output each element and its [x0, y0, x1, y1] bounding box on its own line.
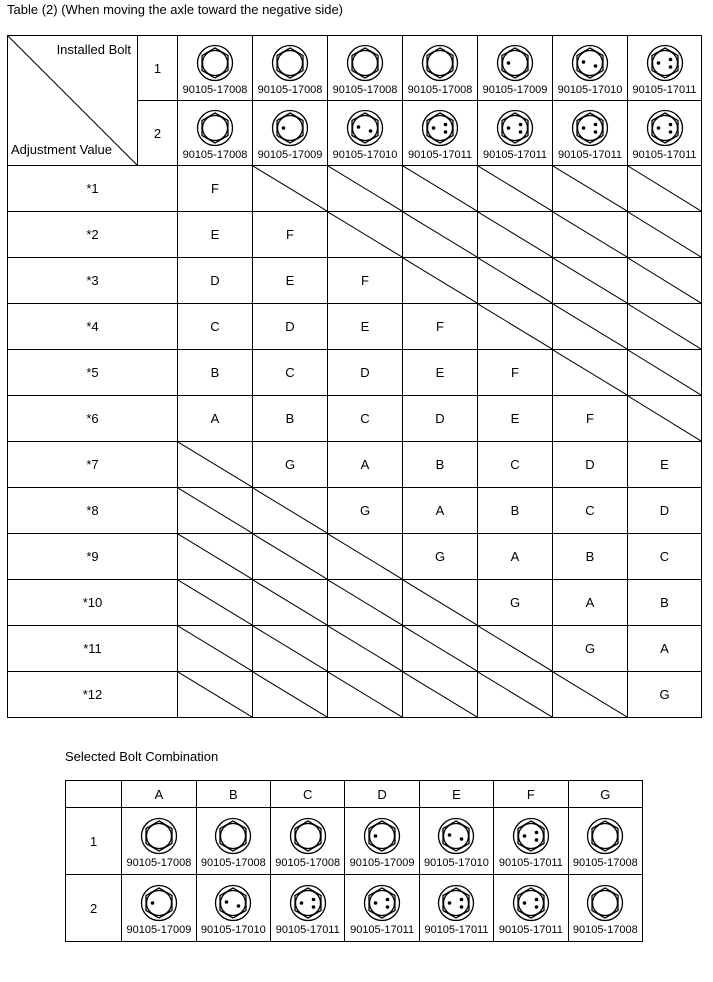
combination-code: D — [328, 350, 403, 396]
combination-code: C — [178, 304, 253, 350]
combination-code: G — [253, 442, 328, 488]
adjustment-row — [8, 350, 702, 396]
bolt-icon — [512, 817, 550, 855]
combination-code: F — [328, 258, 403, 304]
combination-code: B — [628, 580, 702, 626]
adjustment-value: *12 — [8, 672, 178, 718]
bolt-icon — [140, 817, 178, 855]
combination-title: Selected Bolt Combination — [65, 749, 219, 764]
bolt-icon — [214, 884, 252, 922]
part-number: 90105-17008 — [126, 856, 192, 869]
bolt-cell — [568, 875, 642, 942]
bolt-icon — [196, 109, 234, 147]
not-applicable-cell — [328, 580, 403, 626]
part-number: 90105-17008 — [275, 856, 341, 869]
not-applicable-cell — [628, 396, 702, 442]
part-number: 90105-17011 — [498, 923, 563, 936]
installed-row-label: 2 — [138, 101, 178, 166]
bolt-icon — [289, 884, 327, 922]
combination-column-header: G — [568, 781, 642, 808]
bolt-icon — [196, 44, 234, 82]
not-applicable-cell — [178, 534, 253, 580]
bolt-cell — [553, 36, 628, 101]
bolt-icon — [571, 44, 609, 82]
combination-row-label: 1 — [66, 808, 122, 875]
bolt-cell — [196, 875, 270, 942]
adjustment-row — [8, 304, 702, 350]
combination-column-header: E — [419, 781, 493, 808]
combination-code: C — [553, 488, 628, 534]
adjustment-value: *5 — [8, 350, 178, 396]
diagonal-line — [403, 626, 477, 671]
not-applicable-cell — [403, 672, 478, 718]
not-applicable-cell — [328, 212, 403, 258]
part-number: 90105-17008 — [332, 83, 398, 96]
bolt-icon — [496, 109, 534, 147]
bolt-icon — [571, 109, 609, 147]
bolt-icon — [346, 109, 384, 147]
diagonal-line — [403, 258, 477, 303]
not-applicable-cell — [553, 350, 628, 396]
diagonal-line — [628, 212, 701, 257]
combination-code: E — [328, 304, 403, 350]
not-applicable-cell — [478, 626, 553, 672]
not-applicable-cell — [628, 258, 702, 304]
combination-code: B — [553, 534, 628, 580]
diagonal-line — [178, 626, 252, 671]
adjustment-value: *10 — [8, 580, 178, 626]
bolt-cell — [494, 808, 568, 875]
combination-row — [66, 875, 643, 942]
bolt-icon — [271, 44, 309, 82]
not-applicable-cell — [253, 488, 328, 534]
diagonal-line — [553, 166, 627, 211]
bolt-cell — [419, 808, 493, 875]
diagonal-line — [178, 488, 252, 533]
bolt-cell — [478, 36, 553, 101]
not-applicable-cell — [253, 672, 328, 718]
bolt-icon — [346, 44, 384, 82]
combination-column-header: D — [345, 781, 419, 808]
combination-code: E — [253, 258, 328, 304]
not-applicable-cell — [553, 212, 628, 258]
combination-code: D — [628, 488, 702, 534]
combination-code: B — [178, 350, 253, 396]
part-number: 90105-17009 — [349, 856, 415, 869]
diagonal-line — [253, 626, 327, 671]
table-title: Table (2) (When moving the axle toward the negative side) — [7, 2, 344, 17]
combination-code: A — [628, 626, 702, 672]
diagonal-line — [478, 304, 552, 349]
combination-code: D — [178, 258, 253, 304]
combination-code: E — [628, 442, 702, 488]
diagonal-line — [478, 212, 552, 257]
part-number: 90105-17011 — [632, 83, 697, 96]
part-number: 90105-17008 — [200, 856, 266, 869]
not-applicable-cell — [628, 304, 702, 350]
part-number: 90105-17011 — [350, 923, 415, 936]
not-applicable-cell — [328, 534, 403, 580]
bolt-icon — [421, 109, 459, 147]
diagonal-line — [178, 442, 252, 487]
not-applicable-cell — [553, 672, 628, 718]
bolt-icon — [646, 44, 684, 82]
part-number: 90105-17011 — [407, 148, 473, 161]
not-applicable-cell — [403, 580, 478, 626]
part-number: 90105-17011 — [424, 923, 489, 936]
adjustment-row — [8, 166, 702, 212]
not-applicable-cell — [553, 166, 628, 212]
bolt-icon — [437, 817, 475, 855]
part-number: 90105-17009 — [482, 83, 548, 96]
combination-code: G — [328, 488, 403, 534]
bolt-cell — [494, 875, 568, 942]
combination-code: D — [403, 396, 478, 442]
bolt-cell — [253, 101, 328, 166]
not-applicable-cell — [553, 258, 628, 304]
bolt-icon — [271, 109, 309, 147]
diagonal-line — [478, 626, 552, 671]
not-applicable-cell — [328, 166, 403, 212]
adjustment-value: *1 — [8, 166, 178, 212]
diagonal-line — [553, 350, 627, 395]
diagonal-line — [628, 350, 701, 395]
bolt-cell — [178, 101, 253, 166]
diagonal-line — [328, 580, 402, 625]
combination-code: F — [253, 212, 328, 258]
part-number: 90105-17011 — [632, 148, 697, 161]
combination-code: C — [253, 350, 328, 396]
bolt-cell — [122, 808, 196, 875]
part-number: 90105-17011 — [275, 923, 340, 936]
not-applicable-cell — [478, 304, 553, 350]
adjustment-value: *4 — [8, 304, 178, 350]
combination-code: C — [628, 534, 702, 580]
adjustment-value: *9 — [8, 534, 178, 580]
combination-column-header: B — [196, 781, 270, 808]
diagonal-line — [403, 672, 477, 717]
combination-code: G — [478, 580, 553, 626]
not-applicable-cell — [328, 626, 403, 672]
installed-row-label: 1 — [138, 36, 178, 101]
diagonal-line — [628, 396, 701, 441]
not-applicable-cell — [253, 166, 328, 212]
combination-code: F — [403, 304, 478, 350]
adjustment-row — [8, 626, 702, 672]
diagonal-line — [553, 304, 627, 349]
diagonal-line — [478, 672, 552, 717]
combination-code: E — [178, 212, 253, 258]
bolt-combination-table — [65, 780, 643, 942]
part-number: 90105-17008 — [572, 856, 638, 869]
not-applicable-cell — [478, 258, 553, 304]
adjustment-row — [8, 488, 702, 534]
combination-code: B — [478, 488, 553, 534]
part-number: 90105-17008 — [182, 148, 248, 161]
diagonal-line — [553, 212, 627, 257]
bolt-icon — [512, 884, 550, 922]
part-number: 90105-17008 — [572, 923, 638, 936]
part-number: 90105-17011 — [498, 856, 563, 869]
combination-code: B — [403, 442, 478, 488]
not-applicable-cell — [178, 580, 253, 626]
not-applicable-cell — [478, 212, 553, 258]
not-applicable-cell — [178, 672, 253, 718]
diagonal-line — [553, 258, 627, 303]
combination-code: A — [553, 580, 628, 626]
bolt-icon — [289, 817, 327, 855]
bolt-cell — [403, 36, 478, 101]
bolt-cell — [568, 808, 642, 875]
bolt-icon — [586, 817, 624, 855]
combination-row — [66, 808, 643, 875]
bolt-icon — [437, 884, 475, 922]
adjustment-row — [8, 212, 702, 258]
diagonal-line — [328, 212, 402, 257]
combination-header-row — [66, 781, 643, 808]
combination-code: G — [403, 534, 478, 580]
diagonal-line — [328, 534, 402, 579]
combination-column-header: F — [494, 781, 568, 808]
diagonal-line — [178, 672, 252, 717]
adjustment-row — [8, 672, 702, 718]
bolt-cell — [328, 101, 403, 166]
not-applicable-cell — [178, 488, 253, 534]
adjustment-value: *6 — [8, 396, 178, 442]
bolt-cell — [345, 875, 419, 942]
part-number: 90105-17009 — [257, 148, 323, 161]
adjustment-row — [8, 534, 702, 580]
adjustment-value: *2 — [8, 212, 178, 258]
part-number: 90105-17008 — [182, 83, 248, 96]
blank-header-cell — [66, 781, 122, 808]
not-applicable-cell — [403, 212, 478, 258]
diagonal-line — [403, 212, 477, 257]
combination-code: D — [553, 442, 628, 488]
part-number: 90105-17008 — [407, 83, 473, 96]
part-number: 90105-17010 — [424, 856, 489, 869]
not-applicable-cell — [628, 212, 702, 258]
bolt-icon — [363, 884, 401, 922]
combination-code: B — [253, 396, 328, 442]
diagonal-line — [253, 580, 327, 625]
bolt-cell — [271, 808, 345, 875]
adjustment-value: *7 — [8, 442, 178, 488]
combination-code: A — [478, 534, 553, 580]
bolt-cell — [403, 101, 478, 166]
installed-row — [8, 36, 702, 101]
bolt-cell — [178, 36, 253, 101]
combination-column-header: C — [271, 781, 345, 808]
not-applicable-cell — [628, 350, 702, 396]
combination-code: C — [478, 442, 553, 488]
bolt-cell — [253, 36, 328, 101]
adjustment-value: *3 — [8, 258, 178, 304]
diagonal-line — [178, 580, 252, 625]
adjustment-value: *8 — [8, 488, 178, 534]
combination-code: C — [328, 396, 403, 442]
combination-code: F — [478, 350, 553, 396]
diagonal-line — [403, 580, 477, 625]
adjustment-row — [8, 442, 702, 488]
bolt-cell — [345, 808, 419, 875]
combination-code: D — [253, 304, 328, 350]
diagonal-line — [178, 534, 252, 579]
bolt-icon — [496, 44, 534, 82]
adjustment-row — [8, 396, 702, 442]
installed-bolt-label: Installed Bolt — [56, 42, 131, 57]
part-number: 90105-17010 — [557, 83, 623, 96]
not-applicable-cell — [328, 672, 403, 718]
bolt-cell — [271, 875, 345, 942]
combination-code: G — [628, 672, 702, 718]
combination-code: G — [553, 626, 628, 672]
bolt-icon — [421, 44, 459, 82]
diagonal-line — [253, 166, 327, 211]
diagonal-line — [478, 258, 552, 303]
bolt-icon — [586, 884, 624, 922]
not-applicable-cell — [178, 442, 253, 488]
adjustment-row — [8, 258, 702, 304]
diagonal-line — [628, 166, 701, 211]
combination-column-header: A — [122, 781, 196, 808]
not-applicable-cell — [403, 166, 478, 212]
diagonal-line — [253, 672, 327, 717]
bolt-cell — [122, 875, 196, 942]
bolt-icon — [140, 884, 178, 922]
diagonal-line — [403, 166, 477, 211]
bolt-cell — [628, 101, 702, 166]
combination-row-label: 2 — [66, 875, 122, 942]
combination-code: A — [178, 396, 253, 442]
diagonal-line — [253, 534, 327, 579]
bolt-icon — [214, 817, 252, 855]
adjustment-value: *11 — [8, 626, 178, 672]
combination-code: A — [328, 442, 403, 488]
part-number: 90105-17010 — [200, 923, 266, 936]
diagonal-line — [328, 626, 402, 671]
combination-code: A — [403, 488, 478, 534]
not-applicable-cell — [253, 580, 328, 626]
adjustment-table — [7, 35, 702, 718]
bolt-cell — [196, 808, 270, 875]
bolt-icon — [363, 817, 401, 855]
not-applicable-cell — [478, 672, 553, 718]
bolt-cell — [419, 875, 493, 942]
diagonal-line — [328, 672, 402, 717]
bolt-icon — [646, 109, 684, 147]
adjustment-value-label: Adjustment Value — [11, 142, 112, 157]
not-applicable-cell — [478, 166, 553, 212]
bolt-cell — [628, 36, 702, 101]
bolt-cell — [478, 101, 553, 166]
not-applicable-cell — [553, 304, 628, 350]
combination-code: E — [478, 396, 553, 442]
diagonal-line — [553, 672, 627, 717]
not-applicable-cell — [178, 626, 253, 672]
diagonal-line — [628, 258, 701, 303]
diagonal-line — [478, 166, 552, 211]
not-applicable-cell — [253, 626, 328, 672]
diagonal-line — [628, 304, 701, 349]
bolt-cell — [328, 36, 403, 101]
diagonal-line — [253, 488, 327, 533]
part-number: 90105-17008 — [257, 83, 323, 96]
part-number: 90105-17010 — [332, 148, 398, 161]
combination-code: F — [553, 396, 628, 442]
part-number: 90105-17011 — [482, 148, 548, 161]
not-applicable-cell — [628, 166, 702, 212]
not-applicable-cell — [403, 626, 478, 672]
diagonal-line — [328, 166, 402, 211]
part-number: 90105-17011 — [557, 148, 623, 161]
combination-code: E — [403, 350, 478, 396]
bolt-cell — [553, 101, 628, 166]
part-number: 90105-17009 — [126, 923, 192, 936]
not-applicable-cell — [253, 534, 328, 580]
adjustment-row — [8, 580, 702, 626]
not-applicable-cell — [403, 258, 478, 304]
combination-code: F — [178, 166, 253, 212]
corner-header — [8, 36, 138, 166]
